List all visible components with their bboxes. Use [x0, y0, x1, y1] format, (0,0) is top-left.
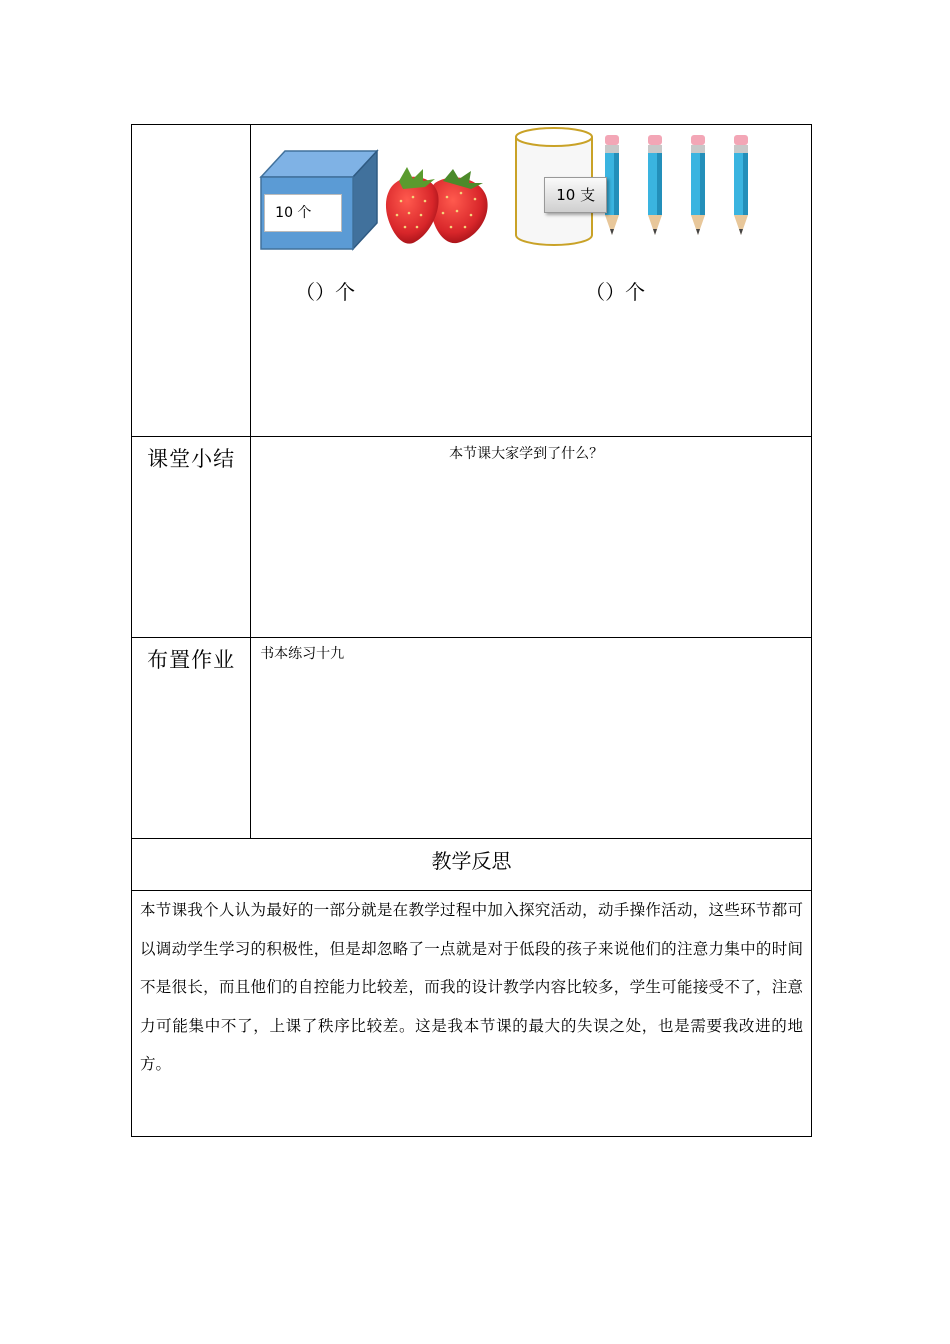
summary-row: [132, 437, 812, 638]
activity-row: [132, 125, 812, 437]
lesson-plan-table: [131, 124, 812, 1137]
box-label: 10 个: [264, 194, 342, 232]
strawberry-icon: [383, 161, 495, 247]
reflection-body-row: [132, 891, 812, 1137]
homework-content-cell: [251, 638, 812, 839]
reflection-title-cell: [132, 839, 812, 891]
counting-activity: [251, 125, 811, 436]
reflection-title-row: [132, 839, 812, 891]
activity-label-cell: [132, 125, 251, 437]
homework-row: [132, 638, 812, 839]
summary-question: 本节课大家学到了什么？: [449, 446, 604, 462]
homework-label-cell: [132, 638, 251, 839]
count-blank-right: （）个: [585, 280, 646, 304]
summary-label: 课堂小结: [147, 447, 236, 471]
homework-label: 布置作业: [147, 648, 236, 672]
pencil-icon: [599, 133, 759, 245]
summary-content-cell: [251, 437, 812, 638]
activity-content-cell: [251, 125, 812, 437]
reflection-body: 本节课我个人认为最好的一部分就是在教学过程中加入探究活动，动手操作活动，这些环节都可以调动学生学习的积极性，但是却忽略了一点就是对于低段的孩子来说他们的注意力集中的时间不是很长，而且他们的自控能力比较差，而我的设计教学内容比较多，学生可能接受不了，注意力可能集中不了，上课了秩序比较差。这是我本节课的最大的失误之处，也是需要我改进的地方。: [140, 901, 803, 1073]
summary-label-cell: [132, 437, 251, 638]
homework-text: 书本练习十九: [260, 646, 345, 662]
cylinder-label: 10 支: [544, 177, 607, 213]
count-blank-left: （）个: [295, 280, 356, 304]
reflection-title: 教学反思: [431, 849, 512, 873]
reflection-body-cell: [132, 891, 812, 1137]
